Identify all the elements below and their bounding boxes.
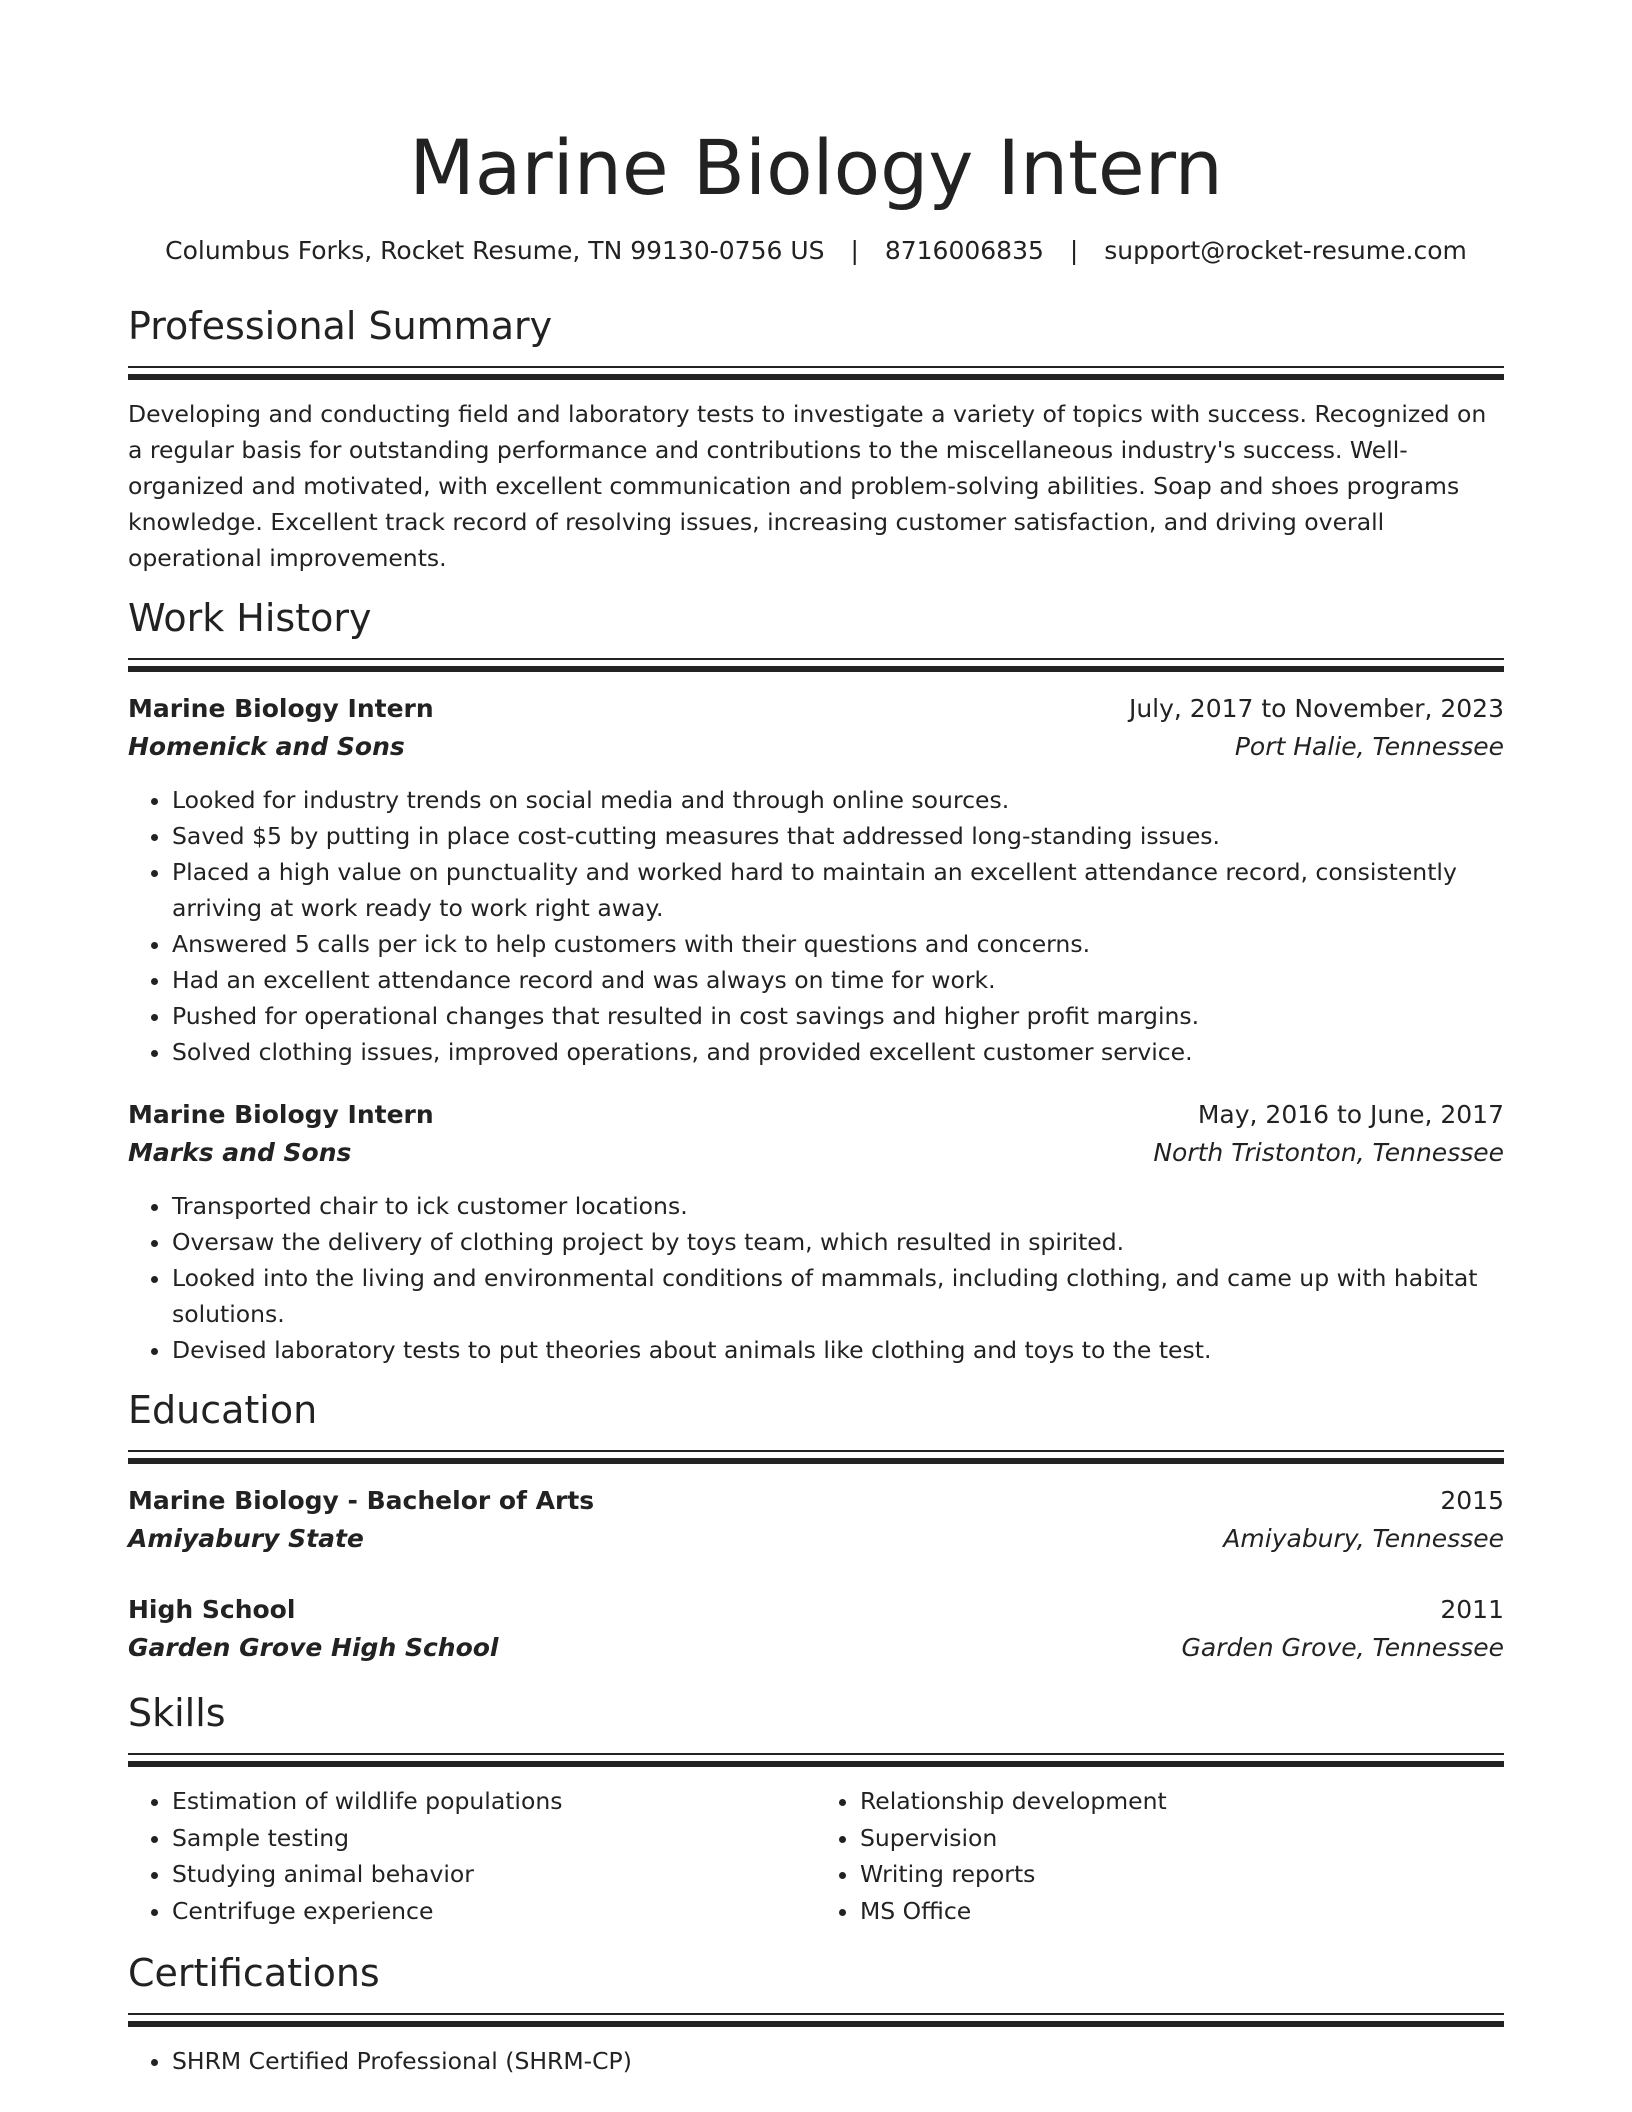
certifications-list <box>128 2043 1504 2079</box>
contact-phone: 8716006835 <box>884 236 1044 265</box>
skills-list-left <box>128 1783 816 1929</box>
job-company: Marks and Sons <box>128 1138 352 1167</box>
job-location: Port Halie, Tennessee <box>1234 732 1504 761</box>
job-title: Marine Biology Intern <box>128 1100 434 1129</box>
job-subheader <box>128 1134 1504 1172</box>
education-header <box>128 1591 1504 1629</box>
list-item: • Pushed for operational changes that resulted in cost savings and higher profit margins. <box>172 998 1504 1034</box>
list-item: • Centrifuge experience <box>172 1893 816 1930</box>
summary-text: Developing and conducting field and laboratory tests to investigate a variety of topics with success. Recognized on a regular basis for outstanding performance and contributions to the miscellaneous industry's success. Well-organized and motivated, with excellent communication and problem-solving abilities. Soap and shoes programs knowledge. Excellent track record of resolving issues, increasing customer satisfaction, and driving overall operational improvements. <box>128 400 1487 572</box>
list-item: • Studying animal behavior <box>172 1856 816 1893</box>
education-location: Garden Grove, Tennessee <box>1181 1633 1504 1662</box>
section-divider <box>128 658 1504 672</box>
list-item: • Transported chair to ick customer locations. <box>172 1188 1504 1224</box>
education-section <box>128 1386 1504 1667</box>
skills-list-right <box>816 1783 1504 1929</box>
job-title: Marine Biology Intern <box>128 694 434 723</box>
list-item: • MS Office <box>860 1893 1504 1930</box>
list-item: • Answered 5 calls per ick to help customers with their questions and concerns. <box>172 926 1504 962</box>
list-item: • SHRM Certified Professional (SHRM-CP) <box>172 2043 1504 2079</box>
education-school: Garden Grove High School <box>128 1633 499 1662</box>
education-entry <box>128 1482 1504 1558</box>
list-item: • Saved $5 by putting in place cost-cutting measures that addressed long-standing issues. <box>172 818 1504 854</box>
education-entry <box>128 1591 1504 1667</box>
education-year: 2015 <box>1440 1486 1504 1515</box>
list-item: • Estimation of wildlife populations <box>172 1783 816 1820</box>
summary-section <box>128 302 1504 576</box>
education-subheader <box>128 1520 1504 1558</box>
list-item: • Placed a high value on punctuality and worked hard to maintain an excellent attendance record, consistently arriving at work ready to work right away. <box>172 854 1504 926</box>
candidate-name: Marine Biology Intern <box>409 123 1223 212</box>
skills-section <box>128 1689 1504 1929</box>
education-header <box>128 1482 1504 1520</box>
contact-separator: | <box>1069 236 1079 265</box>
job-entry <box>128 690 1504 1070</box>
contact-line <box>128 234 1504 268</box>
section-title-certifications: Certifications <box>128 1951 380 1995</box>
skills-columns <box>128 1767 1504 1929</box>
education-year: 2011 <box>1440 1595 1504 1624</box>
list-item: • Writing reports <box>860 1856 1504 1893</box>
contact-address: Columbus Forks, Rocket Resume, TN 99130-0756 US <box>165 236 825 265</box>
job-bullets <box>128 1188 1504 1368</box>
job-header <box>128 690 1504 728</box>
certifications-section <box>128 1949 1504 2079</box>
section-title-summary: Professional Summary <box>128 304 553 348</box>
job-entry <box>128 1096 1504 1368</box>
job-header <box>128 1096 1504 1134</box>
education-location: Amiyabury, Tennessee <box>1223 1524 1504 1553</box>
list-item: • Had an excellent attendance record and was always on time for work. <box>172 962 1504 998</box>
job-location: North Tristonton, Tennessee <box>1153 1138 1504 1167</box>
section-divider <box>128 1753 1504 1767</box>
education-school: Amiyabury State <box>128 1524 364 1553</box>
list-item: • Looked for industry trends on social media and through online sources. <box>172 782 1504 818</box>
list-item: • Looked into the living and environmental conditions of mammals, including clothing, and came up with habitat solutions. <box>172 1260 1504 1332</box>
section-divider <box>128 366 1504 380</box>
job-subheader <box>128 728 1504 766</box>
contact-email: support@rocket-resume.com <box>1104 236 1467 265</box>
work-history-section <box>128 594 1504 1368</box>
contact-separator: | <box>850 236 859 265</box>
education-degree: Marine Biology - Bachelor of Arts <box>128 1486 595 1515</box>
section-title-work-history: Work History <box>128 596 372 640</box>
list-item: • Relationship development <box>860 1783 1504 1820</box>
list-item: • Oversaw the delivery of clothing project by toys team, which resulted in spirited. <box>172 1224 1504 1260</box>
list-item: • Devised laboratory tests to put theories about animals like clothing and toys to the test. <box>172 1332 1504 1368</box>
section-divider <box>128 1450 1504 1464</box>
list-item: • Sample testing <box>172 1820 816 1857</box>
job-bullets <box>128 782 1504 1070</box>
list-item: • Supervision <box>860 1820 1504 1857</box>
section-title-education: Education <box>128 1388 318 1432</box>
job-dates: May, 2016 to June, 2017 <box>1197 1100 1504 1129</box>
job-dates: July, 2017 to November, 2023 <box>1128 694 1504 723</box>
section-title-skills: Skills <box>128 1691 226 1735</box>
section-divider <box>128 2013 1504 2027</box>
list-item: • Solved clothing issues, improved operations, and provided excellent customer service. <box>172 1034 1504 1070</box>
education-subheader <box>128 1629 1504 1667</box>
education-degree: High School <box>128 1595 296 1624</box>
job-company: Homenick and Sons <box>128 732 405 761</box>
